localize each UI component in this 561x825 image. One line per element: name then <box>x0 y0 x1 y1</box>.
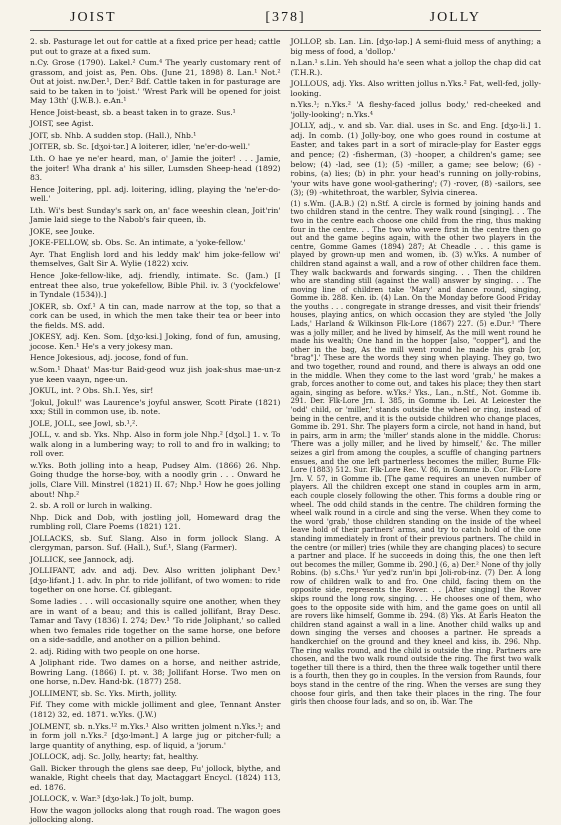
dictionary-entry: JOLLICK, see Jannock, adj. <box>30 554 134 564</box>
dictionary-entry: n.Yks.¹; n.Yks.² 'A fleshy-faced jollus body,' red-cheeked and 'jolly-looking'; n.Yks.⁴ <box>290 100 541 119</box>
dictionary-entry: w.Som.¹ Dhaat' Mas·tur Baid·geod wuz jish joak·shus mae·un-z yue keen vaayn, ngee·un. <box>30 364 281 384</box>
dictionary-entry: Lth. O hae ye ne'er heard, man, o' Jamie the joiter! . . . Jamie, the joiter! Wha drank a' his siller, Lumsden Sheep-head (1892) 83. <box>30 154 281 183</box>
dictionary-entry: Fif. They come with mickle jolliment and glee, Tennant Anster (1812) 32, ed. 1871. w.Yks. (J.W.) <box>30 700 281 719</box>
dictionary-entry: Lth. Wi's best Sunday's sark on, an' face weeshin clean, Joit'rin' Jamie laid siege to the Nabob's fair queen, ib. <box>30 205 281 225</box>
dictionary-entry: Hence Joist-beast, sb. a beast taken in to graze. Sus.¹ <box>30 107 236 117</box>
dictionary-entry: w.Yks. Both jolling into a heap, Pudsey Alm. (1866) 26. Nhp. Going thudge the horse-boy, with a noodly grin . . . Onward he jolls, Clare Vill. Minstrel (1821) II. 67; Nhp.¹ How he goes jolling about! Nhp.² <box>30 460 281 499</box>
dictionary-entry: Nhp. Dick and Dob, with jostling joll, Homeward drag the rumbling roll, Clare Poems (1821) 121. <box>30 512 281 532</box>
dictionary-entry: Hence Joke-fellow-like, adj. friendly, intimate. Sc. (Jam.) [I entreat thee also, true yokefellow, Bible Phil. iv. 3 ('yockfelowe' in Tyndale (1534)).] <box>30 271 281 300</box>
page-header <box>30 8 541 31</box>
dictionary-entry: JOLE, JOLL, see Jowl, sb.¹,². <box>30 418 138 428</box>
header-right-word: JOLLY <box>429 10 481 25</box>
dictionary-entry: JOKER, sb. Oxf.¹ A tin can, made narrow at the top, so that a cork can be used, in which the men take their tea or beer into the fields. MS. add. <box>30 301 281 330</box>
dictionary-entry: Some ladies . . . will occasionally squire one another, when they are in want of a beau; and this is called jollifant, Bray Desc. Tamar and Tavy (1836) I. 274; Dev.¹ 'To ride Joliphant,' so called when two females ride together on the same horse, one before on a side-saddle, and another on a pillion behind. <box>30 596 281 645</box>
dictionary-entry: Ayr. That English lord and his leddy mak' him joke-fellow wi' themselves, Galt Sir A. Wylie (1822) xciv. <box>30 249 281 269</box>
right-column <box>291 37 542 749</box>
dictionary-entry: JOKE, see Jouke. <box>30 226 95 236</box>
dictionary-entry: JOLLY, adj., v. and sb. Var. dial. uses in Sc. and Eng. [dʒo·li.] 1. adj. In comb. (1) Jolly-boy, one who goes round in costume at Easter, and takes part in a sort of miracle-play for Easter eggs and pence; (2) -fisherman, (3) -hooper, a children's game; see below; (4) -lad, see (1); (5) -miller, a game; see below; (6) -robins, (a) lies; (b) in phr. your head's running on jolly-robins, 'your wits have gone wool-gathering'; (7) -rover, (8) -sailors, see (3); (9) -whitethroat, the warbler, Sylvia cinerea. <box>290 121 541 198</box>
text-columns <box>30 37 541 825</box>
dictionary-entry: JOLLIMENT, sb. Sc. Yks. Mirth, jollity. <box>30 688 177 698</box>
dictionary-entry: JOKE-FELLOW, sb. Obs. Sc. An intimate, a 'yoke-fellow.' <box>30 238 246 248</box>
dictionary-entry: JOLMENT, sb. n.Yks.¹² m.Yks.¹ Also written jolment n.Yks.¹; and in form joll n.Yks.² [dʒo·lmənt.] A large jug or pitcher-full; a large quantity of anything, esp. of liquid, a 'jorum.' <box>30 721 281 750</box>
header-left-word: JOIST <box>70 10 117 25</box>
dictionary-entry: Hence Joitering, ppl. adj. loitering, idling, playing the 'ne'er-do-well.' <box>30 184 281 204</box>
dictionary-entry: n.Lan.¹ s.Lin. Yeh should ha'e seen what a jollop the chap did cat (T.H.R.). <box>290 58 541 77</box>
dictionary-entry: JOLLOCK, adj. Sc. Jolly, hearty; fat, healthy. <box>30 752 199 762</box>
left-column <box>30 37 281 825</box>
dictionary-entry: JOLLOP, sb. Lan. Lin. [dʒo·ləp.] A semi-fluid mess of anything; a big mess of food, a 'dollop.' <box>290 37 541 56</box>
dictionary-entry: 2. sb. A roll or lurch in walking. <box>30 501 153 511</box>
dictionary-entry: JOLLIFANT, adv. and adj. Dev. Also written joliphant Dev.¹ [dʒo·lifənt.] 1. adv. In phr. to ride jollifant, of two women: to ride together on one horse. Cf. giblegant. <box>30 566 281 595</box>
dictionary-entry: A Joliphant ride. Two dames on a horse, and neither astride, Bowring Lang. (1866) I. pt. v. 38; Jollifant Horse. Two men on one horse, n.Dev. Hand-bk. (1877) 258. <box>30 658 281 687</box>
dictionary-entry: 'Jokul, Jokul!' was Laurence's joyful answer, Scott Pirate (1821) xxx; Still in common use, ib. note. <box>30 397 281 417</box>
dictionary-entry: Hence Jokesious, adj. jocose, fond of fun. <box>30 353 189 363</box>
dictionary-entry: JOLLOCK, v. War.³ [dʒo·lək.] To jolt, bump. <box>30 794 194 804</box>
dictionary-entry: JOKESY, adj. Ken. Som. [dʒo·ksi.] Joking, fond of fun, amusing, jocose. Ken.¹ He's a very jokesy man. <box>30 332 281 351</box>
dictionary-entry: JOITER, sb. Sc. [dʒoi·tər.] A loiterer, idler, 'ne'er-do-well.' <box>30 142 251 152</box>
dictionary-entry: JOLLOUS, adj. Yks. Also written jollus n.Yks.² Fat, well-fed, jolly-looking. <box>290 79 541 98</box>
dictionary-entry: n.Cy. Grose (1790). Lakel.² Cum.⁴ The yearly customary rent of grassom, and joist as, Pen. Obs. (June 21, 1898) 8. Lan.¹ Not.² Out at joist. nw.Der.¹, Der.² Bdf. Cattle taken in for pasturage are said to be taken in to 'joist.' 'Wrest Park will be opened for joist May 13th' (J.W.B.). e.An.¹ <box>30 58 281 106</box>
dictionary-entry: JOKUL, int. ? Obs. Sh.I. Yes, sir! <box>30 386 154 396</box>
dictionary-entry: JOIST, see Agist. <box>30 119 94 129</box>
dictionary-entry: (1) s.Wm. (J.A.B.) (2) n.Stf. A circle is formed by joining hands and two children stand in the centre. They walk round [singing]. . . The two in the centre each choose one child from the ring, thus making four in the centre. . . The two who were first in the centre then go out and the game begins again, with the other two players in the centre, Gomme Games (1894) 287; At Cheadle . . . this game is played by grown-up men and women, ib. (3) w.Yks. A number of children stand against a wall, and a row of other children face them. They walk backwards and forwards singing. . . Then the children who are standing still (against the wall) answer by singing. . . The moving line of children take 'Mary' and dance round, singing, Gomme ib. 288. Ken. ib. (4) Lan. On the Monday before Good Friday the youths . . . congregate in strange dresses, and visit their friends' houses, playing antics, on which occasion they are styled 'the Jolly Lads,' Harland & Wilkinson Flk-Lore (1867) 227. (5) e.Dur.¹ 'There was a jolly miller, and he lived by himself, As the mill went round he made his wealth; One hand in the hopper [also, "copper"], and the other in the bag, As the mill went round he made his grab [or, "brag"].' These are the words they sing when playing. They go, two and two together, round and round, and there is always an odd one in the middle. When they come to the last word 'grab,' he makes a grab, forces another to come out, and takes his place; they then start again, singing as before. w.Yks.² Yks., Lan., n.Stf., Not. Gomme ib. 291. Der. Flk-Lore Jrn. I. 385, in Gomme ib. Lei. At Leicester the 'odd' child, or 'miller,' stands outside the wheel or ring, instead of being in the centre, and it is the outside children who change places, Gomme ib. 291. Shr. The players form a circle, not hand in hand, but in pairs, arm in arm; the 'miller' stands alone in the middle. Chorus: 'There was a jolly miller, and he lived by himself,' &c. The miller seizes a girl from among the couples, a scuffle of changing partners ensues, and the one left partnerless becomes the miller, Burne Flk-Lore (1883) 512. Sur. Flk-Lore Rec. V. 86, in Gomme ib. Cor. Flk-Lore Jrn. V. 57, in Gomme ib. [The game requires an uneven number of players. All the children except one stand in couples arm in arm, each couple closely following the other. This forms a double ring or wheel. The odd child stands in the centre. The children forming the wheel walk round in a circle and sing the verse. When they come to the word 'grab,' those children standing on the inside of the wheel leave hold of their partners' arms, and try to catch hold of the one standing immediately in front of their previous partners. The child in the centre (or miller) tries (while they are changing places) to secure a partner and place. If he succeeds in doing this, the one then left out becomes the miller, Gomme ib. 290.] (6, a) Der.² None of thy jolly Robins. (b) s.Chs.¹ Yur yed'z run'in bpi Joli-rob-inz. (7) Der. A long row of children walk to and fro. One child, facing them on the opposite side, represents the Rover. . . [After singing] the Rover skips round the long row, singing. . . He chooses one of them, who goes to the opposite side with him, and the game goes on until all are rovers like himself, Gomme ib. 294. (8) Yks. At Earls Heaton the children stand against a wall in a line. Another child walks up and down singing the verses and chooses a partner. He spreads a handkerchief on the ground and they kneel and kiss, ib. 296. Nhp. The ring walks round, and the child is outside the ring. Partners are chosen, and the two walk round outside the ring. The first two walk together till there is a third, then the three walk together until there is a fourth, then they go in couples. In the version from Raunds, four boys stand in the centre of the ring. When the verses are sung they choose four girls, and then take their places in the ring. The four girls then choose four lads, and so on, ib. War. The <box>290 198 541 707</box>
dictionary-entry: JOIT, sb. Nhb. A sudden stop. (Hall.), Nhb.¹ <box>30 130 197 140</box>
dictionary-entry: How the wagon jollocks along that rough road. The wagon goes jollocking along. <box>30 805 281 825</box>
dictionary-entry: JOLLACKS, sb. Suf. Slang. Also in form jollock Slang. A clergyman, parson. Suf. (Hall.), Suf.¹, Slang (Farmer). <box>30 533 281 553</box>
dictionary-entry: JOLL, v. and sb. Yks. Nhp. Also in form jole Nhp.² [dʒol.] 1. v. To walk along in a lumbering way; to roll to and fro in walking; to roll over. <box>30 430 281 459</box>
dictionary-entry: 2. sb. Pasturage let out for cattle at a fixed price per head; cattle put out to graze at a fixed sum. <box>30 37 281 56</box>
page-number: [378] <box>265 10 306 25</box>
dictionary-entry: Gall. Bicker through the glens sae deep, Fu' jollock, blythe, and wanakle, Right cheels that day, Mactaggart Encycl. (1824) 113, ed. 1876. <box>30 763 281 792</box>
dictionary-entry: 2. adj. Riding with two people on one horse. <box>30 646 200 656</box>
